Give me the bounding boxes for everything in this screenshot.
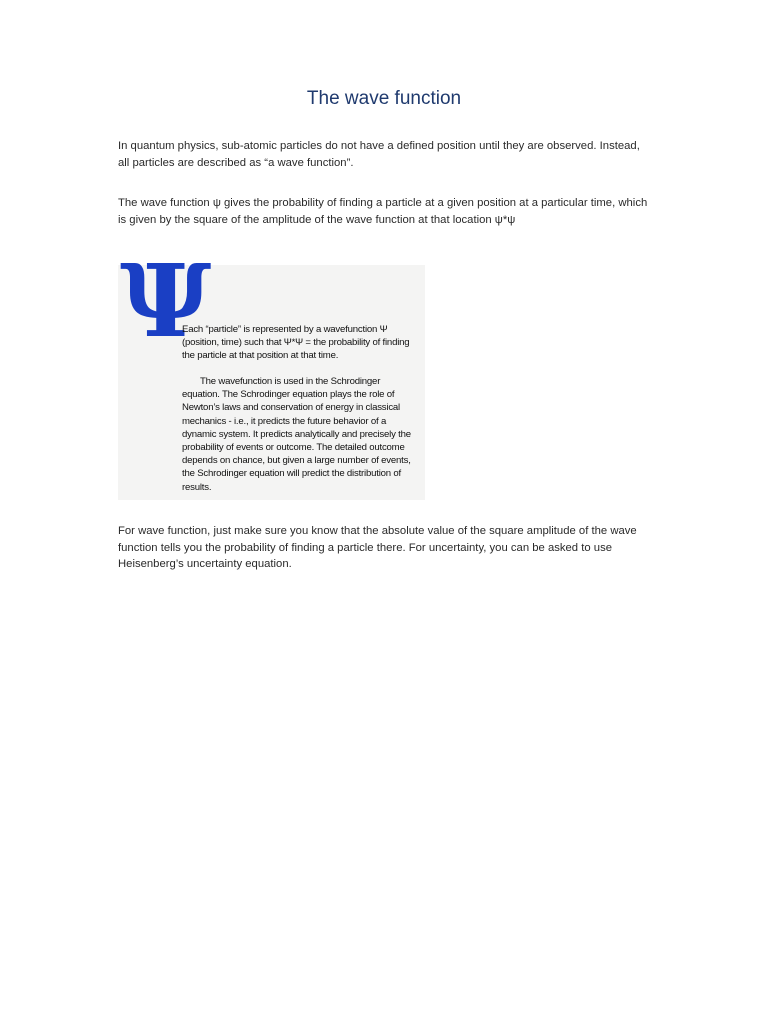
psi-symbol: Ψ [120, 242, 212, 360]
page-title: The wave function [306, 88, 462, 109]
figure-text-schrodinger [182, 375, 418, 494]
wavefunction-figure-image [118, 242, 425, 500]
paragraph-wave-function: The wave function ψ gives the probability of finding a particle at a given position at a particular time, which is given by the square of the amplitude of the wave function at that location ψ*ψ [118, 197, 648, 226]
figure-text-schrodinger-body: The wavefunction is used in the Schrodinger equation. The Schrodinger equation plays the role of Newton’s laws and conservation of energy in classical mechanics - i.e., it predicts the future behavior of a dynamic system. It predicts analytically and precisely the probability of events or outcome. The detailed outcome depends on chance, but given a large number of events, the Schrodinger equation will predict the distribution of results. [182, 376, 411, 493]
paragraph-summary: For wave function, just make sure you know that the absolute value of the square amplitude of the wave function tells you the probability of finding a particle there. For uncertainty, you can be asked to use Heisenberg’s uncertainty equation. [118, 525, 637, 570]
paragraph-intro: In quantum physics, sub-atomic particles do not have a defined position until they are observed. Instead, all particles are described as “a wave function”. [118, 140, 640, 169]
figure-text-particle: Each “particle” is represented by a wavefunction Ψ (position, time) such that Ψ*Ψ = the probability of finding the particle at that position at that time. [182, 324, 410, 362]
